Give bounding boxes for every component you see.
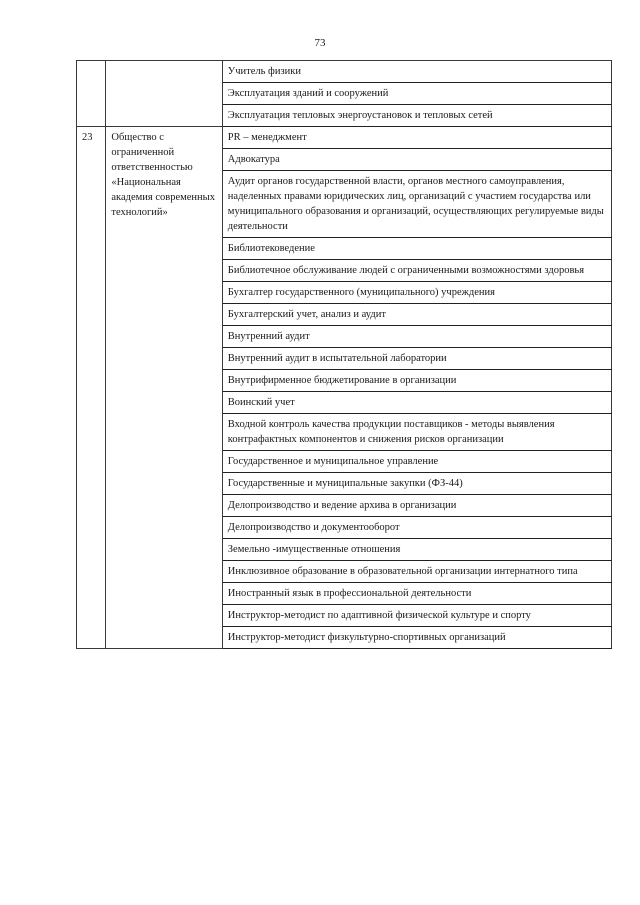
programs-table — [76, 60, 612, 649]
program-cell: Библиотековедение — [222, 238, 611, 260]
program-cell: Внутренний аудит — [222, 326, 611, 348]
program-cell: Внутрифирменное бюджетирование в организации — [222, 370, 611, 392]
program-cell: Иностранный язык в профессиональной деятельности — [222, 583, 611, 605]
program-cell: Внутренний аудит в испытательной лаборатории — [222, 348, 611, 370]
program-cell: Делопроизводство и ведение архива в организации — [222, 495, 611, 517]
continuation-organization-cell — [106, 61, 222, 127]
program-cell: Делопроизводство и документооборот — [222, 517, 611, 539]
continuation-number-cell — [77, 61, 106, 127]
program-cell: Инклюзивное образование в образовательной организации интернатного типа — [222, 561, 611, 583]
program-cell: Эксплуатация тепловых энергоустановок и тепловых сетей — [222, 105, 611, 127]
organization-name-cell: Общество с ограниченной ответственностью «Национальная академия современных технологий» — [106, 127, 222, 649]
program-cell: Бухгалтерский учет, анализ и аудит — [222, 304, 611, 326]
page-number: 73 — [314, 37, 326, 49]
program-cell: Эксплуатация зданий и сооружений — [222, 83, 611, 105]
program-cell: Государственные и муниципальные закупки (ФЗ-44) — [222, 473, 611, 495]
program-cell: PR – менеджмент — [222, 127, 611, 149]
program-cell: Воинский учет — [222, 392, 611, 414]
program-cell: Адвокатура — [222, 149, 611, 171]
program-cell: Входной контроль качества продукции поставщиков - методы выявления контрафактных компонентов и снижения рисков организации — [222, 414, 611, 451]
program-cell: Государственное и муниципальное управление — [222, 451, 611, 473]
program-cell: Бухгалтер государственного (муниципального) учреждения — [222, 282, 611, 304]
program-cell: Учитель физики — [222, 61, 611, 83]
program-cell: Библиотечное обслуживание людей с ограниченными возможностями здоровья — [222, 260, 611, 282]
table-row — [77, 127, 612, 149]
program-cell: Земельно -имущественные отношения — [222, 539, 611, 561]
entry-number-cell: 23 — [77, 127, 106, 649]
programs-table-body — [77, 61, 612, 649]
program-cell: Аудит органов государственной власти, органов местного самоуправления, наделенных правами юридических лиц, организаций с участием государства или муниципального образования и организаций, осуществляющих регулируемые виды деятельности — [222, 171, 611, 238]
table-row — [77, 61, 612, 83]
program-cell: Инструктор-методист физкультурно-спортивных организаций — [222, 627, 611, 649]
program-cell: Инструктор-методист по адаптивной физической культуре и спорту — [222, 605, 611, 627]
